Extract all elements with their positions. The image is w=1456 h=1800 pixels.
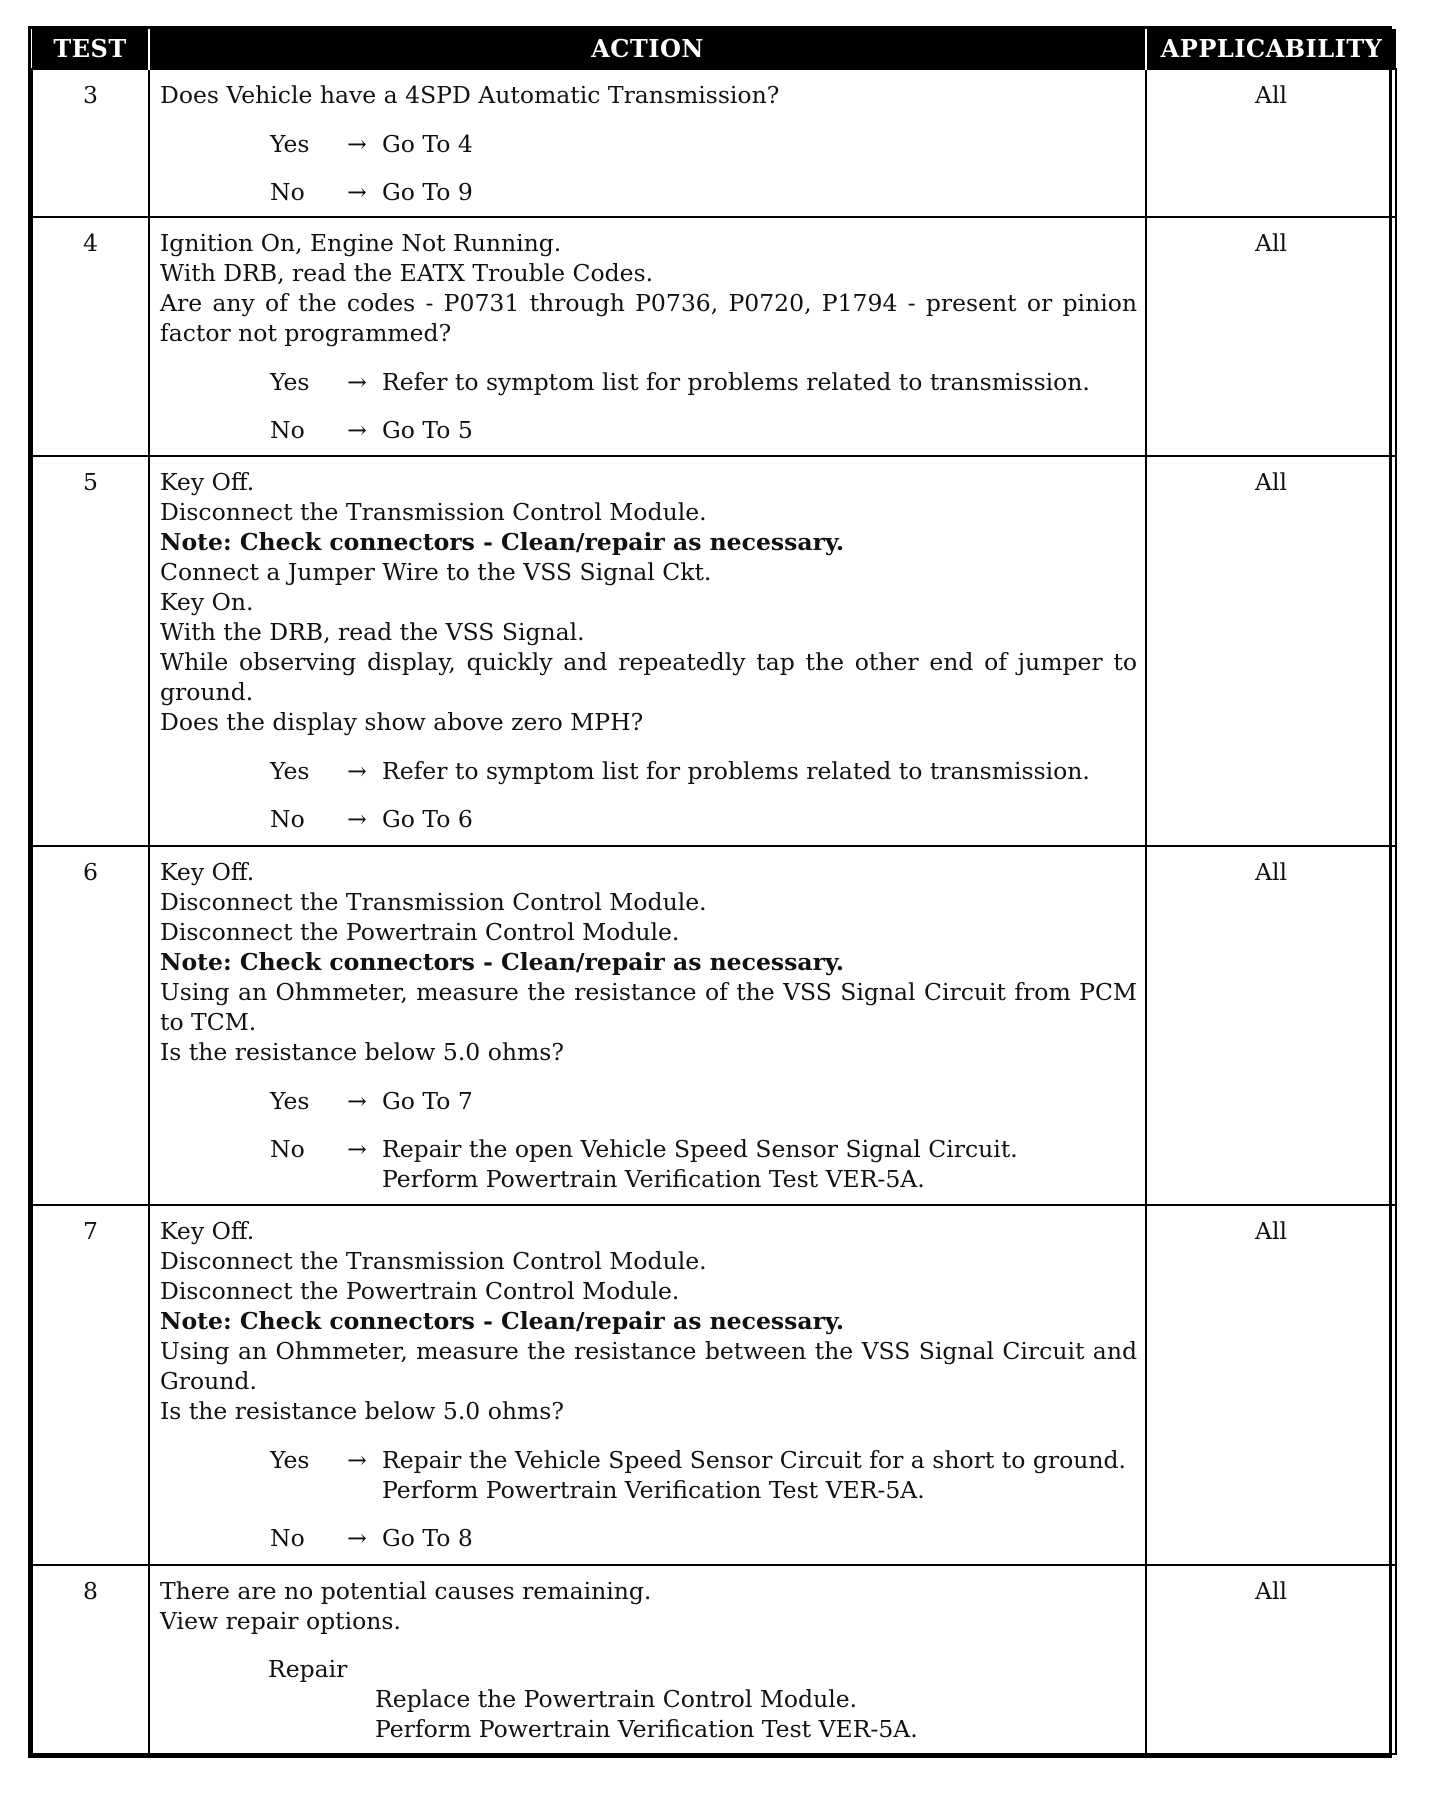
repair-label: Repair [268, 1654, 348, 1683]
no-outcome [382, 1134, 1137, 1194]
no-branch [270, 1134, 1137, 1194]
yes-branch [270, 1445, 1137, 1505]
action-step: Ignition On, Engine Not Running. [160, 229, 562, 258]
action-steps [160, 1576, 1137, 1636]
table-header-row [32, 29, 1396, 69]
table-body [32, 69, 1396, 1754]
action-step: Key On. [160, 587, 254, 616]
yes-label: Yes [270, 1086, 310, 1115]
arrow-right-icon: → [347, 1524, 367, 1553]
note-text: Note: Check connectors - Clean/repair as necessary. [160, 947, 845, 976]
action-step: Key Off. [160, 857, 255, 886]
no-outcome [382, 804, 1137, 834]
yes-outcome [382, 129, 1137, 159]
diagnostic-procedure-document [28, 26, 1392, 1758]
repair-step: Perform Powertrain Verification Test VER-5A. [375, 1714, 918, 1743]
action-step: Are any of the codes - P0731 through P0736, P0720, P1794 - present or pinion factor not programmed? [160, 289, 1137, 348]
action-step: With DRB, read the EATX Trouble Codes. [160, 259, 654, 288]
no-label: No [270, 1524, 305, 1553]
table-row [32, 456, 1396, 846]
arrow-right-icon: → [347, 368, 367, 397]
table-row [32, 1205, 1396, 1565]
action-step: Disconnect the Transmission Control Module. [160, 1247, 707, 1276]
yes-branch [270, 756, 1137, 786]
no-branch [270, 804, 1137, 834]
no-outcome [382, 415, 1137, 445]
outcome-line: Repair the open Vehicle Speed Sensor Signal Circuit. [382, 1134, 1018, 1163]
action-steps [160, 857, 1137, 1067]
outcome-line: Go To 6 [382, 804, 473, 833]
header-action: ACTION [149, 29, 1146, 69]
test-number: 3 [32, 69, 149, 217]
applicability-value: All [1146, 1565, 1396, 1754]
arrow-right-icon: → [347, 1086, 367, 1115]
action-step: Does the display show above zero MPH? [160, 707, 644, 736]
yes-outcome [382, 1445, 1137, 1505]
yes-label: Yes [270, 368, 310, 397]
table-row [32, 69, 1396, 217]
no-label: No [270, 416, 305, 445]
note-text: Note: Check connectors - Clean/repair as necessary. [160, 1307, 845, 1336]
action-cell [149, 69, 1146, 217]
action-step: Disconnect the Powertrain Control Module. [160, 1277, 680, 1306]
action-step: Does Vehicle have a 4SPD Automatic Transmission? [160, 81, 780, 109]
outcome-line: Repair the Vehicle Speed Sensor Circuit for a short to ground. [382, 1446, 1127, 1475]
action-cell [149, 1565, 1146, 1754]
arrow-right-icon: → [347, 804, 367, 833]
test-number: 4 [32, 217, 149, 456]
table-row [32, 217, 1396, 456]
yes-branch [270, 129, 1137, 159]
repair-step: Replace the Powertrain Control Module. [375, 1684, 858, 1713]
action-step: View repair options. [160, 1606, 401, 1635]
action-steps [160, 228, 1137, 348]
arrow-right-icon: → [347, 756, 367, 785]
arrow-right-icon: → [347, 416, 367, 445]
action-step: While observing display, quickly and repeatedly tap the other end of jumper to ground. [160, 647, 1137, 706]
outcome-line: Perform Powertrain Verification Test VER-5A. [382, 1476, 925, 1505]
action-step: Using an Ohmmeter, measure the resistance of the VSS Signal Circuit from PCM to TCM. [160, 977, 1137, 1036]
no-outcome [382, 1523, 1137, 1553]
no-outcome [382, 177, 1137, 207]
diagnostic-test-table [31, 29, 1397, 1755]
action-cell [149, 846, 1146, 1206]
yes-label: Yes [270, 130, 310, 158]
applicability-value: All [1146, 217, 1396, 456]
action-step: Key Off. [160, 467, 255, 496]
test-number: 7 [32, 1205, 149, 1565]
action-steps [160, 467, 1137, 737]
applicability-value: All [1146, 69, 1396, 217]
action-cell [149, 217, 1146, 456]
table-row [32, 1565, 1396, 1754]
test-number: 8 [32, 1565, 149, 1754]
no-label: No [270, 804, 305, 833]
yes-label: Yes [270, 1446, 310, 1475]
outcome-line: Go To 7 [382, 1086, 473, 1115]
applicability-value: All [1146, 846, 1396, 1206]
action-cell [149, 456, 1146, 846]
outcome-line: Refer to symptom list for problems related to transmission. [382, 368, 1090, 397]
test-number: 6 [32, 846, 149, 1206]
outcome-line: Perform Powertrain Verification Test VER-5A. [382, 1164, 925, 1193]
arrow-right-icon: → [347, 1134, 367, 1163]
yes-label: Yes [270, 756, 310, 785]
repair-steps [375, 1684, 1137, 1744]
applicability-value: All [1146, 1205, 1396, 1565]
header-test: TEST [32, 29, 149, 69]
outcome-line: Go To 9 [382, 178, 473, 206]
action-step: Using an Ohmmeter, measure the resistance between the VSS Signal Circuit and Ground. [160, 1337, 1137, 1396]
test-number: 5 [32, 456, 149, 846]
outcome-line: Refer to symptom list for problems related to transmission. [382, 756, 1090, 785]
yes-branch [270, 1086, 1137, 1116]
no-branch [270, 415, 1137, 445]
action-step: Connect a Jumper Wire to the VSS Signal Ckt. [160, 557, 712, 586]
table-row [32, 846, 1396, 1206]
action-step: With the DRB, read the VSS Signal. [160, 617, 585, 646]
action-step: Disconnect the Transmission Control Module. [160, 887, 707, 916]
yes-outcome [382, 367, 1137, 397]
action-step: Disconnect the Powertrain Control Module. [160, 917, 680, 946]
action-step: There are no potential causes remaining. [160, 1576, 652, 1605]
arrow-right-icon: → [347, 1446, 367, 1475]
action-cell [149, 1205, 1146, 1565]
header-applicability: APPLICABILITY [1146, 29, 1396, 69]
outcome-line: Go To 8 [382, 1524, 473, 1553]
action-steps [160, 1216, 1137, 1426]
no-branch [270, 1523, 1137, 1553]
action-step: Is the resistance below 5.0 ohms? [160, 1397, 564, 1426]
note-text: Note: Check connectors - Clean/repair as necessary. [160, 527, 845, 556]
outcome-line: Go To 4 [382, 130, 473, 158]
action-step: Is the resistance below 5.0 ohms? [160, 1037, 564, 1066]
outcome-line: Go To 5 [382, 416, 473, 445]
applicability-value: All [1146, 456, 1396, 846]
repair-options [268, 1654, 1137, 1744]
yes-outcome [382, 1086, 1137, 1116]
arrow-right-icon: → [347, 178, 367, 206]
no-label: No [270, 178, 305, 206]
action-steps [160, 80, 1137, 110]
no-branch [270, 177, 1137, 207]
action-step: Key Off. [160, 1217, 255, 1246]
yes-outcome [382, 756, 1137, 786]
arrow-right-icon: → [347, 130, 367, 158]
no-label: No [270, 1134, 305, 1163]
action-step: Disconnect the Transmission Control Module. [160, 497, 707, 526]
yes-branch [270, 367, 1137, 397]
